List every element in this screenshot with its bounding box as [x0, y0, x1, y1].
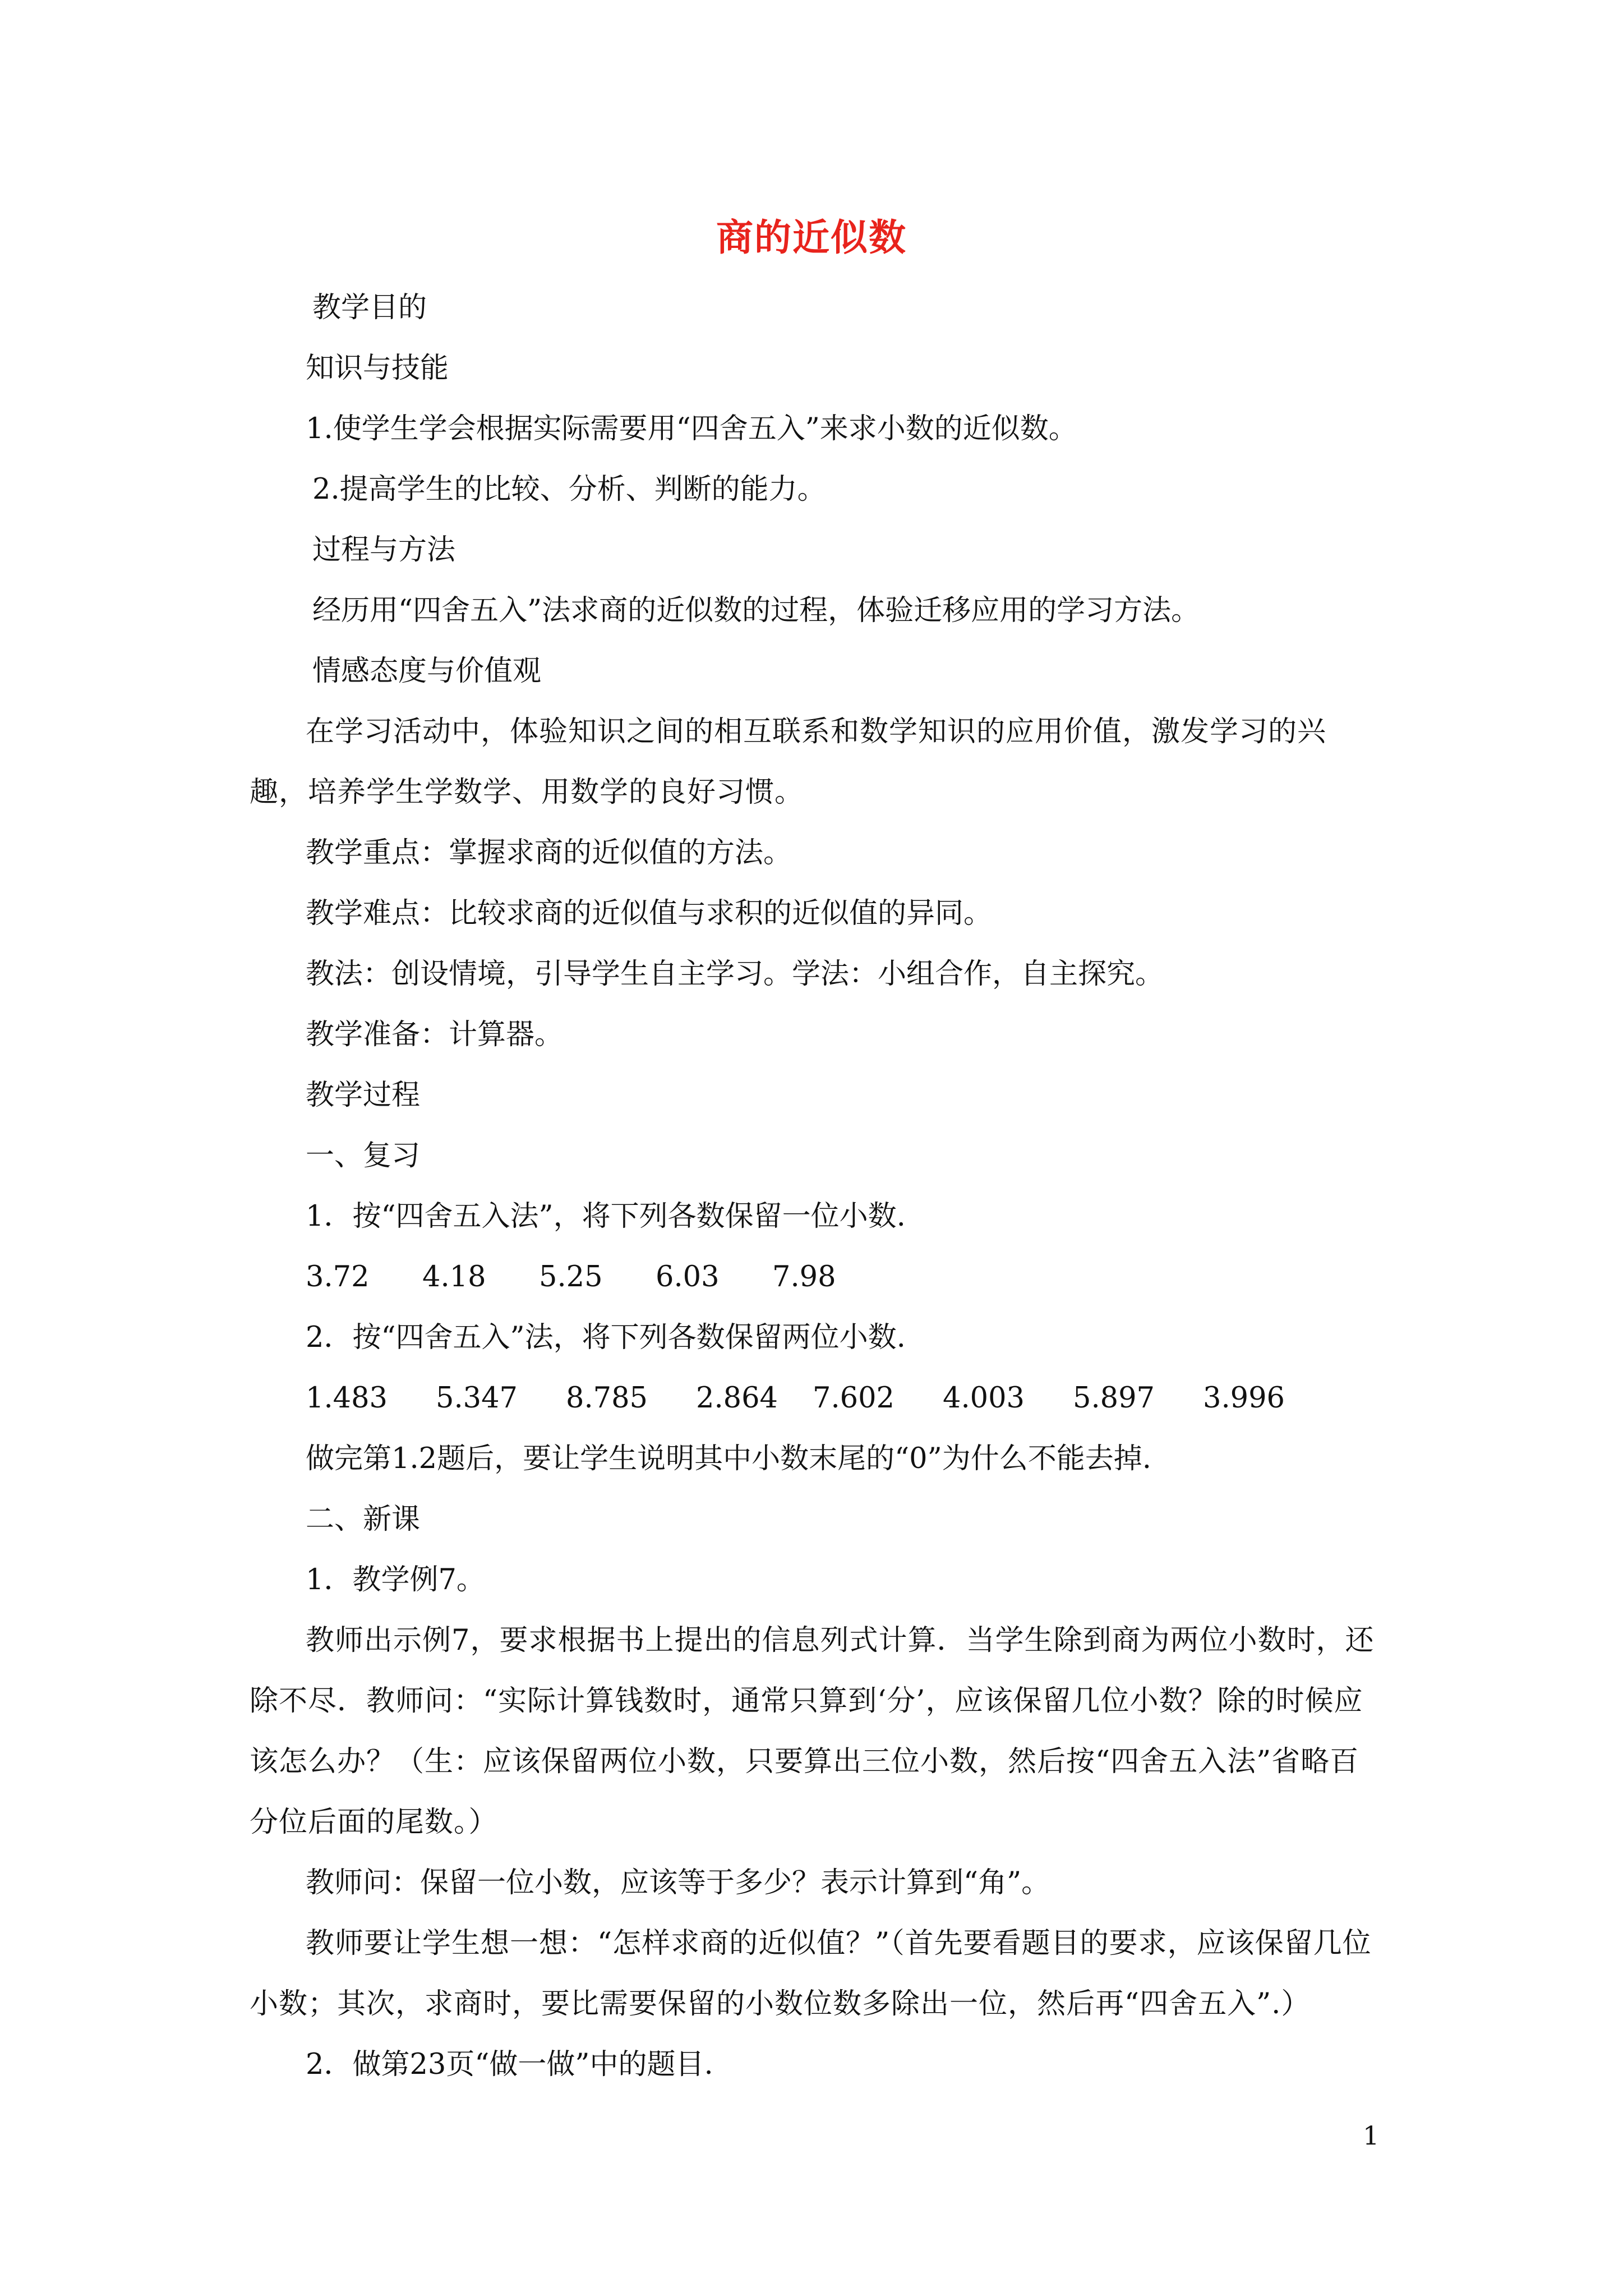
key-point: 教学重点：掌握求商的近似值的方法。 [306, 836, 792, 869]
number: 3.996 [1203, 1382, 1285, 1415]
emotion-text: 在学习活动中，体验知识之间的相互联系和数学知识的应用价值，激发学习的兴趣，培养学生学数学、用数学的良好习惯。 [250, 715, 1327, 809]
difficulty: 教学难点：比较求商的近似值与求积的近似值的异同。 [306, 897, 993, 930]
knowledge-item-1: 1.使学生学会根据实际需要用“四舍五入”来求小数的近似数。 [306, 412, 1077, 445]
page-title: 商的近似数 [716, 215, 907, 259]
teacher-question: 教师问：保留一位小数，应该等于多少？表示计算到“角”。 [306, 1866, 1050, 1899]
review-heading: 一、复习 [306, 1139, 421, 1172]
new-heading: 二、新课 [306, 1503, 421, 1536]
number: 4.003 [943, 1382, 1025, 1415]
review-2-numbers [250, 1368, 1382, 1429]
teaching-preparation: 教学准备：计算器。 [306, 1018, 564, 1051]
number: 5.897 [1073, 1382, 1155, 1415]
process-text: 经历用“四舍五入”法求商的近似数的过程，体验迁移应用的学习方法。 [312, 594, 1200, 627]
number: 4.18 [422, 1260, 486, 1294]
number: 7.602 [813, 1382, 895, 1415]
number: 1.483 [306, 1382, 388, 1415]
emotion-heading: 情感态度与价值观 [312, 655, 542, 688]
number: 6.03 [656, 1260, 720, 1294]
new-item-2: 2．做第23页“做一做”中的题目. [306, 2048, 713, 2081]
number: 2.864 [696, 1382, 778, 1415]
new-item-1: 1．教学例7。 [306, 1563, 485, 1596]
number: 5.347 [436, 1382, 518, 1415]
number: 3.72 [306, 1260, 370, 1294]
review-item-1: 1．按“四舍五入法”，将下列各数保留一位小数. [306, 1200, 906, 1233]
knowledge-item-2: 2.提高学生的比较、分析、判断的能力。 [312, 473, 826, 506]
process-heading: 过程与方法 [312, 533, 456, 567]
number: 7.98 [772, 1260, 836, 1294]
page-number: 1 [1363, 2120, 1380, 2151]
example-text: 教师出示例7，要求根据书上提出的信息列式计算．当学生除到商为两位小数时，还除不尽．教师问：“实际计算钱数时，通常只算到‘分’，应该保留几位小数？除的时候应该怎么办？（生：应该保留两位小数，只要算出三位小数，然后按“四舍五入法”省略百分位后面的尾数。） [250, 1624, 1375, 1839]
review-1-numbers [250, 1247, 1382, 1308]
goal-heading: 教学目的 [312, 291, 427, 324]
document-body [250, 278, 1382, 2095]
process-title: 教学过程 [306, 1079, 421, 1112]
number: 8.785 [566, 1382, 648, 1415]
number: 5.25 [539, 1260, 603, 1294]
review-item-2: 2．按“四舍五入”法，将下列各数保留两位小数. [306, 1321, 906, 1354]
review-note: 做完第1.2题后，要让学生说明其中小数末尾的“0”为什么不能去掉. [306, 1442, 1151, 1475]
teacher-think: 教师要让学生想一想：“怎样求商的近似值？”（首先要看题目的要求，应该保留几位小数；其次，求商时，要比需要保留的小数位数多除出一位，然后再“四舍五入”.） [250, 1927, 1372, 2021]
teaching-method: 教法：创设情境，引导学生自主学习。学法：小组合作，自主探究。 [306, 958, 1164, 991]
knowledge-heading: 知识与技能 [306, 352, 449, 385]
